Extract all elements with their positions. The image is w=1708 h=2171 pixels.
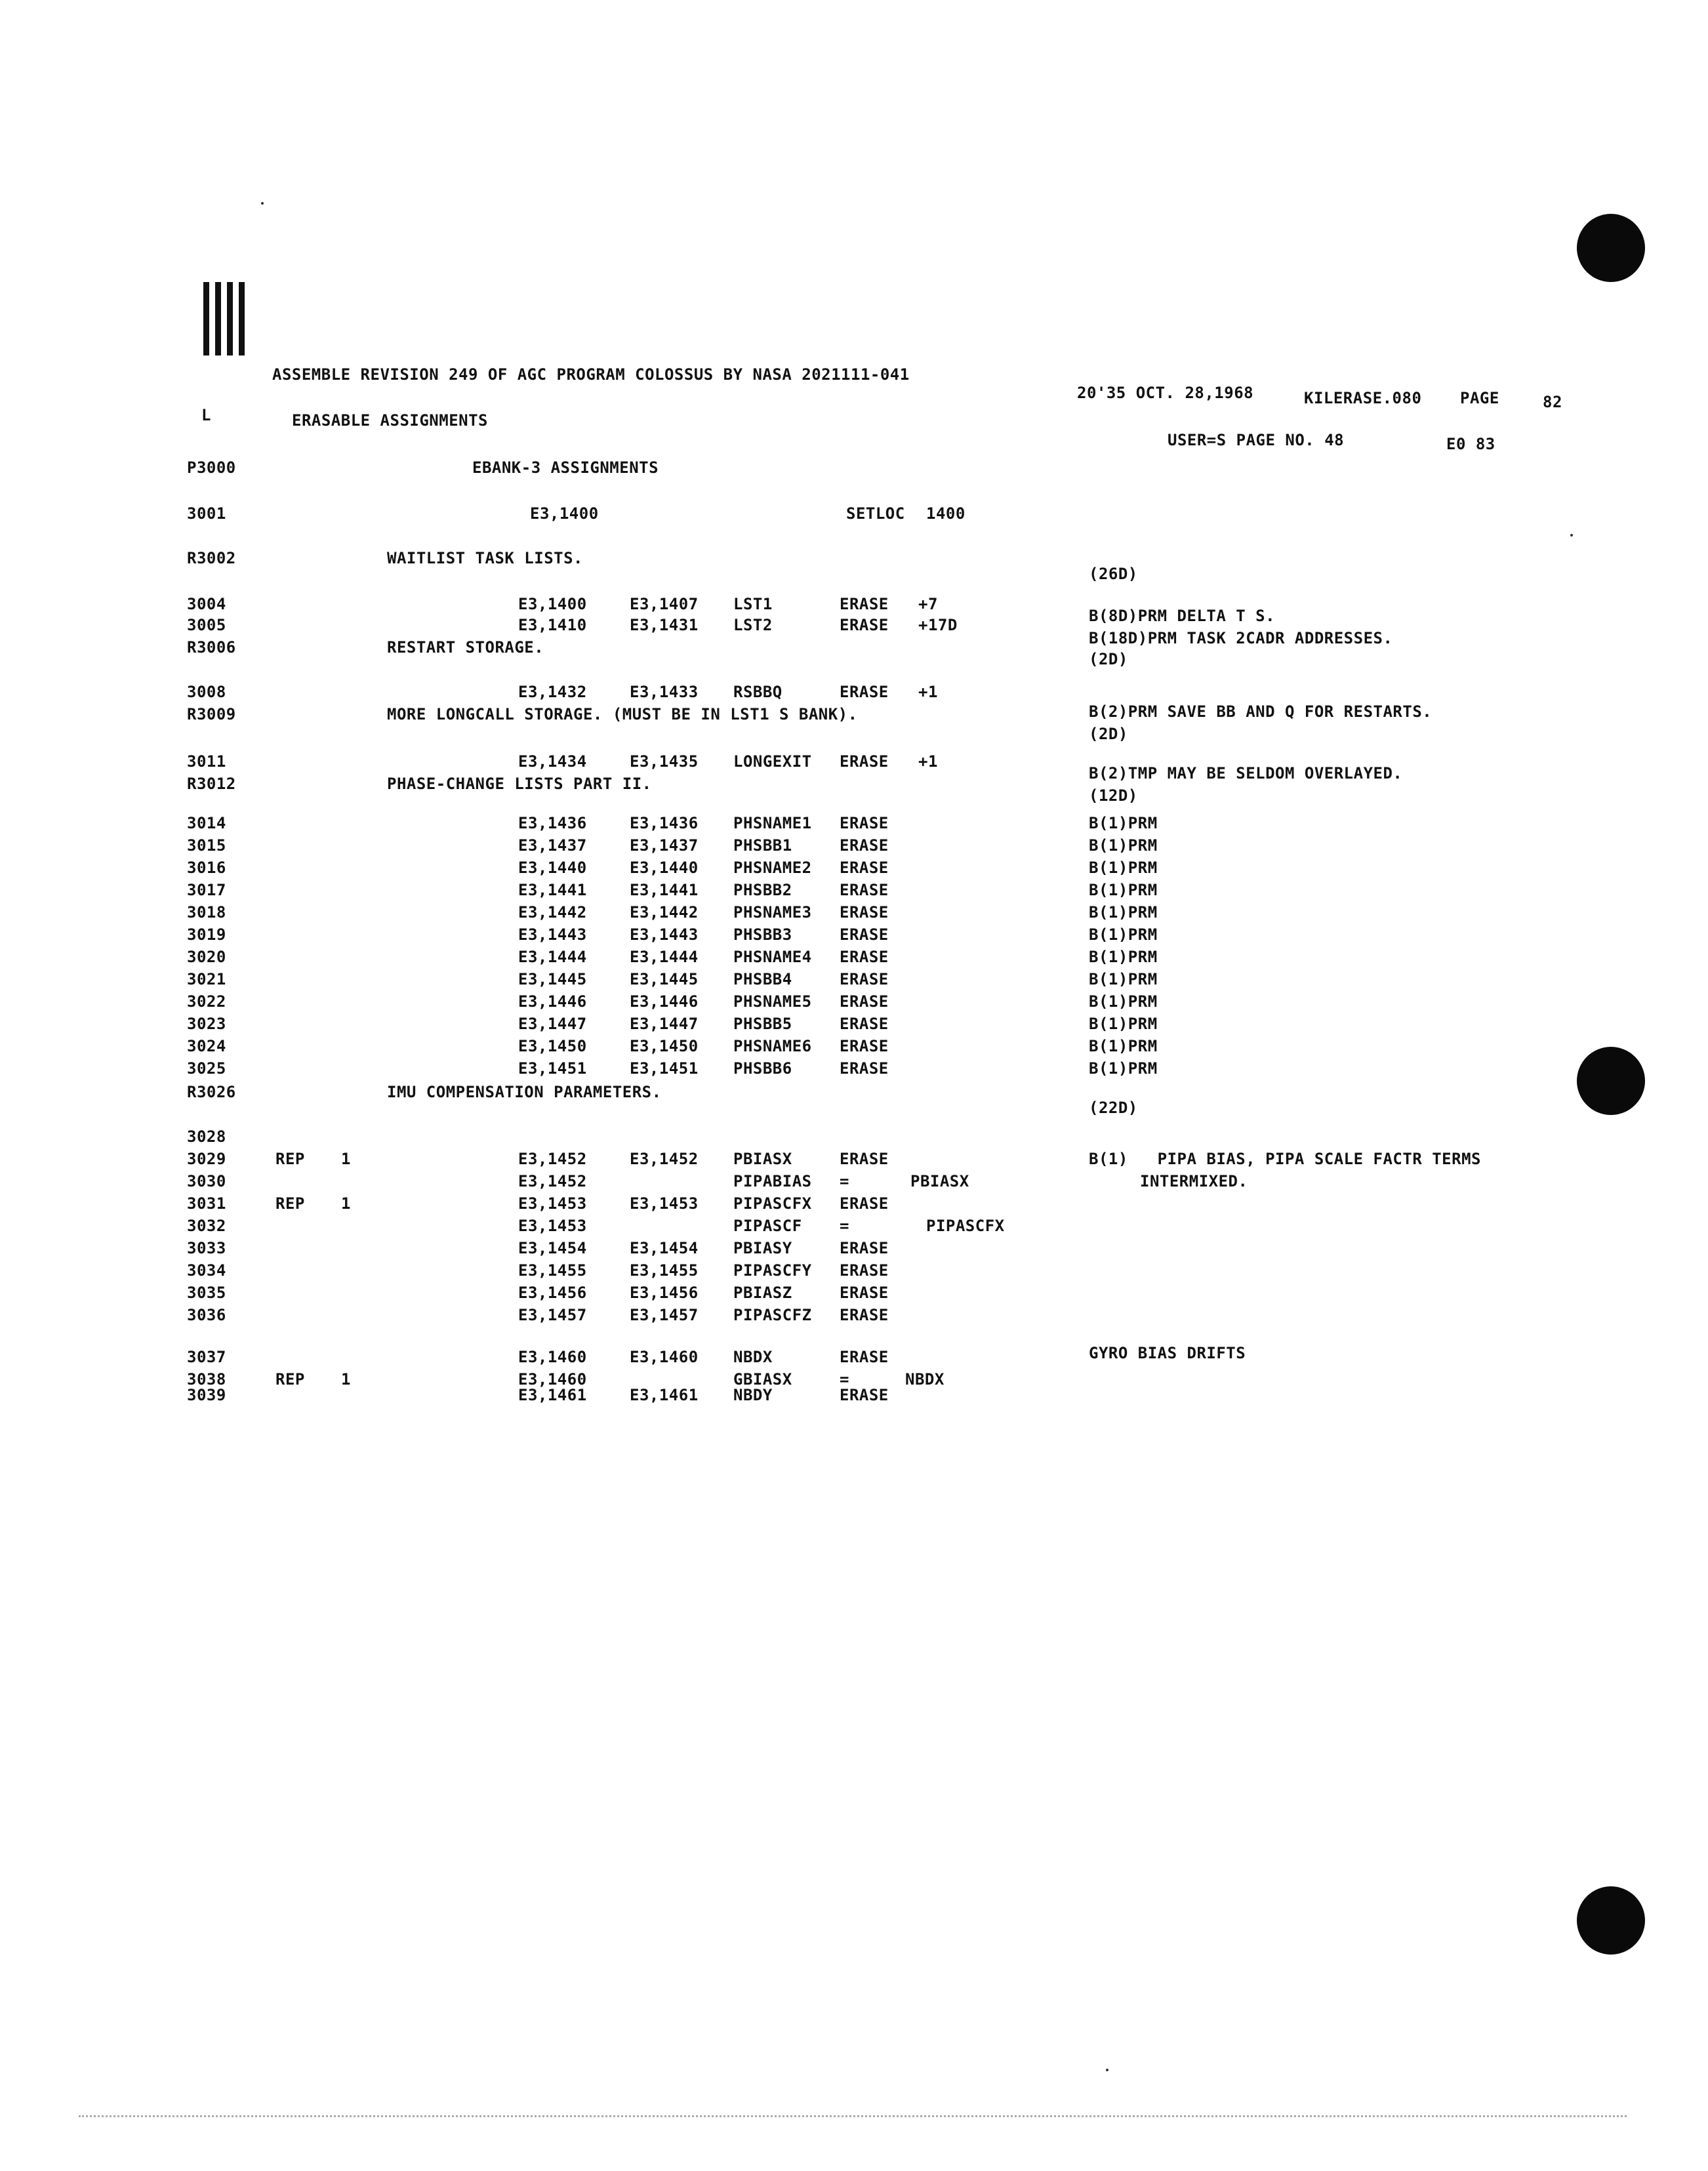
row-comment: (2D) [1089,725,1128,743]
row-a: E3,1451 [518,1059,587,1078]
header-page-label: PAGE [1460,389,1499,407]
row-sym: LST1 [733,595,773,613]
row-flag: REP [275,1150,305,1168]
speck [1106,2069,1108,2071]
row-id: 3036 [187,1306,226,1324]
row-sym: PHSNAME1 [733,814,812,832]
row-remark: WAITLIST TASK LISTS. [387,549,583,567]
row-arg: NBDX [905,1370,945,1389]
row-b: E3,1431 [630,616,699,634]
row-a: E3,1434 [518,752,587,771]
row-b: E3,1442 [630,903,699,922]
row-arg: +1 [918,683,938,701]
row-a: E3,1450 [518,1037,587,1055]
row-b: E3,1441 [630,881,699,899]
row-comment: B(18D)PRM TASK 2CADR ADDRESSES. [1089,629,1393,647]
row-b: E3,1445 [630,970,699,988]
row-flag: REP [275,1370,305,1389]
row-id: R3012 [187,775,236,793]
row-comment: B(1)PRM [1089,970,1158,988]
row-op: = [840,1172,849,1190]
row-op: ERASE [840,1037,889,1055]
row-b: E3,1455 [630,1261,699,1280]
row-a: E3,1436 [518,814,587,832]
row-arg: +17D [918,616,958,634]
row-op: ERASE [840,752,889,771]
row-count: 1 [341,1370,351,1389]
header-line-code: L [201,406,211,424]
row-a: E3,1441 [518,881,587,899]
row-a: E3,1452 [518,1172,587,1190]
row-id: 3001 [187,504,226,523]
row-op: ERASE [840,1284,889,1302]
row-b: E3,1444 [630,948,699,966]
row-comment: B(1)PRM [1089,903,1158,922]
row-op: ERASE [840,1348,889,1366]
row-op: ERASE [840,1015,889,1033]
row-b: E3,1452 [630,1150,699,1168]
row-remark: MORE LONGCALL STORAGE. (MUST BE IN LST1 S BANK). [387,705,858,723]
row-comment: B(1)PRM [1089,948,1158,966]
row-sym: PHSBB6 [733,1059,792,1078]
row-a: E3,1445 [518,970,587,988]
row-comment: B(1)PRM [1089,859,1158,877]
speck [261,202,264,205]
row-arg: PBIASX [910,1172,969,1190]
row-a: E3,1461 [518,1386,587,1404]
row-id: 3031 [187,1194,226,1213]
row-sym: RSBBQ [733,683,783,701]
row-id: 3011 [187,752,226,771]
row-op: ERASE [840,970,889,988]
row-id: 3016 [187,859,226,877]
row-id: 3023 [187,1015,226,1033]
row-sym: PBIASZ [733,1284,792,1302]
row-id: 3022 [187,992,226,1011]
row-a: E3,1410 [518,616,587,634]
binder-mark [203,282,249,361]
row-b: E3,1461 [630,1386,699,1404]
row-sym: PIPASCFZ [733,1306,812,1324]
row-id: 3035 [187,1284,226,1302]
punch-hole-top [1577,214,1645,282]
row-b: E3,1446 [630,992,699,1011]
row-a: E3,1437 [518,836,587,855]
row-remark: IMU COMPENSATION PARAMETERS. [387,1083,662,1101]
row-b: E3,1407 [630,595,699,613]
row-remark: E3,1400 [530,504,599,523]
row-sym: PIPASCFX [733,1194,812,1213]
row-a: E3,1453 [518,1217,587,1235]
row-op: ERASE [840,1306,889,1324]
header-user-page: USER=S PAGE NO. 48 [1168,431,1345,449]
row-comment: B(1)PRM [1089,1015,1158,1033]
row-sym: PBIASX [733,1150,792,1168]
row-sym: PHSBB1 [733,836,792,855]
row-b: E3,1440 [630,859,699,877]
row-b: E3,1443 [630,925,699,944]
row-a: E3,1455 [518,1261,587,1280]
row-b: E3,1435 [630,752,699,771]
row-comment: B(1) PIPA BIAS, PIPA SCALE FACTR TERMS [1089,1150,1481,1168]
row-comment: B(1)PRM [1089,1037,1158,1055]
row-comment: INTERMIXED. [1140,1172,1248,1190]
row-id: R3026 [187,1083,236,1101]
row-sym: LONGEXIT [733,752,812,771]
row-a: E3,1432 [518,683,587,701]
row-comment: B(2)PRM SAVE BB AND Q FOR RESTARTS. [1089,702,1433,721]
row-id: 3038 [187,1370,226,1389]
row-id: 3039 [187,1386,226,1404]
row-sym: PHSNAME3 [733,903,812,922]
row-op: ERASE [840,1261,889,1280]
row-op: ERASE [840,925,889,944]
row-arg: PIPASCFX [926,1217,1005,1235]
row-sym: LST2 [733,616,773,634]
row-comment: B(1)PRM [1089,814,1158,832]
row-sym: PHSBB2 [733,881,792,899]
row-sym: PIPASCF [733,1217,802,1235]
row-id: 3025 [187,1059,226,1078]
row-flag: REP [275,1194,305,1213]
row-b: E3,1433 [630,683,699,701]
punch-hole-middle [1577,1047,1645,1115]
row-op: ERASE [840,1239,889,1257]
row-id: 3030 [187,1172,226,1190]
row-id: 3015 [187,836,226,855]
row-id: 3008 [187,683,226,701]
row-a: E3,1457 [518,1306,587,1324]
row-count: 1 [341,1194,351,1213]
row-op: ERASE [840,836,889,855]
row-sym: PIPASCFY [733,1261,812,1280]
row-sym: PHSNAME6 [733,1037,812,1055]
row-id: 3021 [187,970,226,988]
row-a: E3,1460 [518,1370,587,1389]
row-comment: B(8D)PRM DELTA T S. [1089,607,1276,625]
row-a: E3,1444 [518,948,587,966]
row-op: = [840,1217,849,1235]
row-op: ERASE [840,616,889,634]
row-id: 3024 [187,1037,226,1055]
row-a: E3,1443 [518,925,587,944]
row-id: 3029 [187,1150,226,1168]
row-arg: +7 [918,595,938,613]
row-b: E3,1447 [630,1015,699,1033]
punch-hole-bottom [1577,1886,1645,1955]
row-remark: EBANK-3 ASSIGNMENTS [472,458,659,477]
row-comment: B(2)TMP MAY BE SELDOM OVERLAYED. [1089,764,1403,782]
row-op: ERASE [840,992,889,1011]
row-id: 3019 [187,925,226,944]
row-comment: B(1)PRM [1089,836,1158,855]
bottom-edge-artifact [79,2115,1627,2117]
row-comment: B(1)PRM [1089,925,1158,944]
row-b: E3,1456 [630,1284,699,1302]
row-op: SETLOC [846,504,905,523]
row-b: E3,1436 [630,814,699,832]
row-remark: PHASE-CHANGE LISTS PART II. [387,775,652,793]
header-e-code: E0 83 [1446,435,1495,453]
row-b: E3,1437 [630,836,699,855]
row-sym: PHSNAME4 [733,948,812,966]
row-sym: NBDY [733,1386,773,1404]
row-op: ERASE [840,1386,889,1404]
row-a: E3,1447 [518,1015,587,1033]
row-b: E3,1460 [630,1348,699,1366]
row-op: = [840,1370,849,1389]
row-sym: PHSNAME2 [733,859,812,877]
row-remark: RESTART STORAGE. [387,638,544,657]
row-comment: (2D) [1089,650,1128,668]
row-id: R3006 [187,638,236,657]
header-page-number: 82 [1543,393,1562,411]
row-comment: GYRO BIAS DRIFTS [1089,1344,1246,1362]
row-op: ERASE [840,903,889,922]
row-id: P3000 [187,458,236,477]
row-id: 3032 [187,1217,226,1235]
row-id: R3002 [187,549,236,567]
row-op: ERASE [840,1059,889,1078]
row-a: E3,1446 [518,992,587,1011]
row-op: ERASE [840,1150,889,1168]
row-id: R3009 [187,705,236,723]
row-id: 3037 [187,1348,226,1366]
row-op: ERASE [840,859,889,877]
row-a: E3,1456 [518,1284,587,1302]
row-arg: 1400 [926,504,966,523]
row-id: 3017 [187,881,226,899]
row-b: E3,1457 [630,1306,699,1324]
row-comment: B(1)PRM [1089,881,1158,899]
header-section: ERASABLE ASSIGNMENTS [292,411,488,430]
row-id: 3028 [187,1127,226,1146]
row-sym: PHSBB4 [733,970,792,988]
row-op: ERASE [840,1194,889,1213]
row-a: E3,1453 [518,1194,587,1213]
header-timestamp: 20'35 OCT. 28,1968 [1077,384,1254,402]
row-sym: GBIASX [733,1370,792,1389]
row-op: ERASE [840,948,889,966]
row-a: E3,1442 [518,903,587,922]
row-comment: (22D) [1089,1099,1138,1117]
row-sym: PHSNAME5 [733,992,812,1011]
row-comment: B(1)PRM [1089,1059,1158,1078]
row-op: ERASE [840,683,889,701]
row-op: ERASE [840,595,889,613]
row-op: ERASE [840,881,889,899]
speck [1570,534,1573,537]
row-b: E3,1450 [630,1037,699,1055]
row-a: E3,1452 [518,1150,587,1168]
row-count: 1 [341,1150,351,1168]
row-b: E3,1454 [630,1239,699,1257]
row-sym: NBDX [733,1348,773,1366]
row-id: 3034 [187,1261,226,1280]
row-id: 3020 [187,948,226,966]
row-sym: PHSBB5 [733,1015,792,1033]
row-a: E3,1440 [518,859,587,877]
row-a: E3,1454 [518,1239,587,1257]
row-id: 3005 [187,616,226,634]
header-title: ASSEMBLE REVISION 249 OF AGC PROGRAM COLOSSUS BY NASA 2021111-041 [272,365,910,384]
row-comment: (26D) [1089,565,1138,583]
row-sym: PHSBB3 [733,925,792,944]
row-a: E3,1400 [518,595,587,613]
row-sym: PBIASY [733,1239,792,1257]
row-a: E3,1460 [518,1348,587,1366]
row-comment: (12D) [1089,786,1138,805]
row-id: 3014 [187,814,226,832]
header-file: KILERASE.080 [1304,389,1422,407]
row-arg: +1 [918,752,938,771]
row-id: 3004 [187,595,226,613]
row-b: E3,1451 [630,1059,699,1078]
row-id: 3033 [187,1239,226,1257]
row-op: ERASE [840,814,889,832]
row-comment: B(1)PRM [1089,992,1158,1011]
row-b: E3,1453 [630,1194,699,1213]
row-sym: PIPABIAS [733,1172,812,1190]
row-id: 3018 [187,903,226,922]
